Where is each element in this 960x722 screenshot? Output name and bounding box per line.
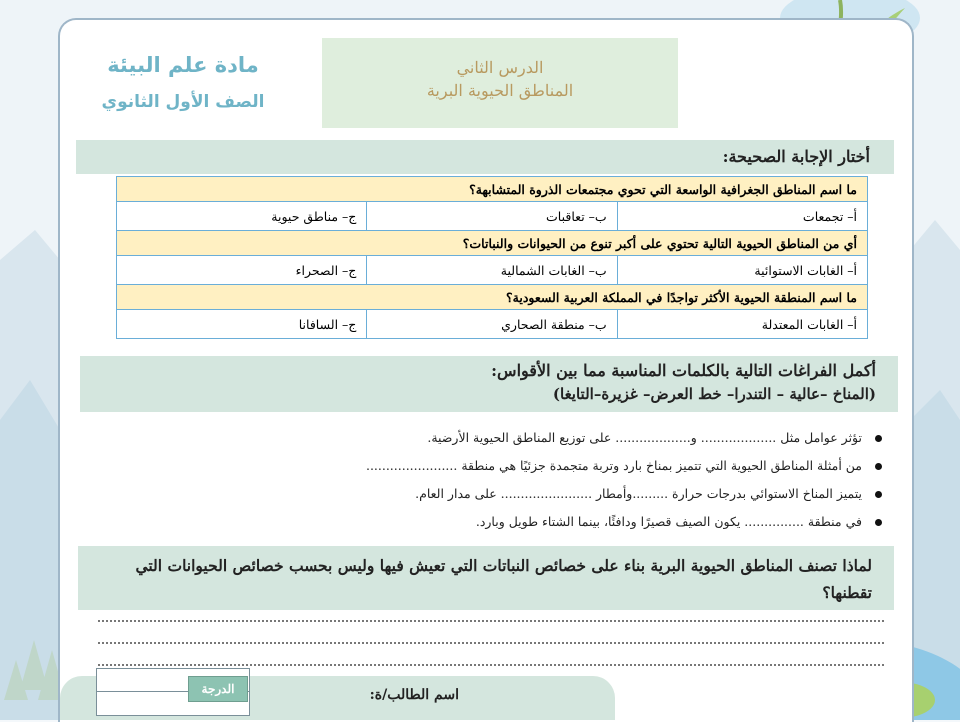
fill-blank-list: [96, 424, 884, 536]
fill-blank-item[interactable]: يتميز المناخ الاستوائي بدرجات حرارة .........وأمطار ....................... على مدار العام.: [96, 480, 884, 508]
grade-label: الدرجة: [188, 676, 248, 702]
section-mcq-header: [76, 140, 894, 174]
option-c[interactable]: ج– الصحراء: [117, 256, 367, 285]
answer-line[interactable]: [98, 620, 884, 622]
option-b[interactable]: ب– الغابات الشمالية: [367, 256, 617, 285]
grade-level: الصف الأول الثانوي: [101, 92, 265, 112]
fill-blank-item[interactable]: في منطقة ............... يكون الصيف قصيرًا ودافئًا، بينما الشتاء طويل وبارد.: [96, 508, 884, 536]
option-b[interactable]: ب– منطقة الصحاري: [367, 310, 617, 339]
essay-question: لماذا تصنف المناطق الحيوية البرية بناء على خصائص النباتات التي تعيش فيها وليس بحسب خصائص الحيوانات التي تقطنها؟: [135, 556, 872, 602]
option-c[interactable]: ج– السافانا: [117, 310, 367, 339]
section-fill-header: [80, 356, 898, 412]
lesson-title: المناطق الحيوية البرية: [426, 81, 574, 100]
question-row: [117, 231, 868, 256]
option-c[interactable]: ج– مناطق حيوية: [117, 202, 367, 231]
option-a[interactable]: أ– الغابات الاستوائية: [617, 256, 867, 285]
option-a[interactable]: أ– الغابات المعتدلة: [617, 310, 867, 339]
subject-title: [88, 50, 278, 116]
subject-name: مادة علم البيئة: [107, 53, 259, 77]
lesson-box: [322, 38, 678, 128]
option-a[interactable]: أ– تجمعات: [617, 202, 867, 231]
question-row: [117, 177, 868, 202]
section-fill-title: أكمل الفراغات التالية بالكلمات المناسبة مما بين الأقواس:: [491, 361, 876, 380]
lesson-number: الدرس الثاني: [456, 58, 544, 77]
section-essay-header: [78, 546, 894, 610]
answer-line[interactable]: [98, 664, 884, 666]
fill-blank-item[interactable]: من أمثلة المناطق الحيوية التي تتميز بمناخ بارد وتربة متجمدة جزئيًا هي منطقة .......................: [96, 452, 884, 480]
question-text: ما اسم المناطق الجغرافية الواسعة التي تحوي مجتمعات الذروة المتشابهة؟: [117, 177, 868, 202]
word-bank: (المناخ –عالية – التندرا– خط العرض– غزيرة–التايغا): [552, 385, 876, 403]
options-row: [117, 310, 868, 339]
mcq-table: [116, 176, 868, 339]
options-row: [117, 202, 868, 231]
question-row: [117, 285, 868, 310]
options-row: [117, 256, 868, 285]
student-name-label: اسم الطالب/ة:: [369, 687, 459, 703]
fill-blank-item[interactable]: تؤثر عوامل مثل ................... و................... على توزيع المناطق الحيوية الأرضية.: [96, 424, 884, 452]
question-text: أي من المناطق الحيوية التالية تحتوي على أكبر تنوع من الحيوانات والنباتات؟: [117, 231, 868, 256]
option-b[interactable]: ب– تعاقبات: [367, 202, 617, 231]
question-text: ما اسم المنطقة الحيوية الأكثر تواجدًا في المملكة العربية السعودية؟: [117, 285, 868, 310]
section-mcq-title: أختار الإجابة الصحيحة:: [722, 147, 870, 166]
answer-line[interactable]: [98, 642, 884, 644]
